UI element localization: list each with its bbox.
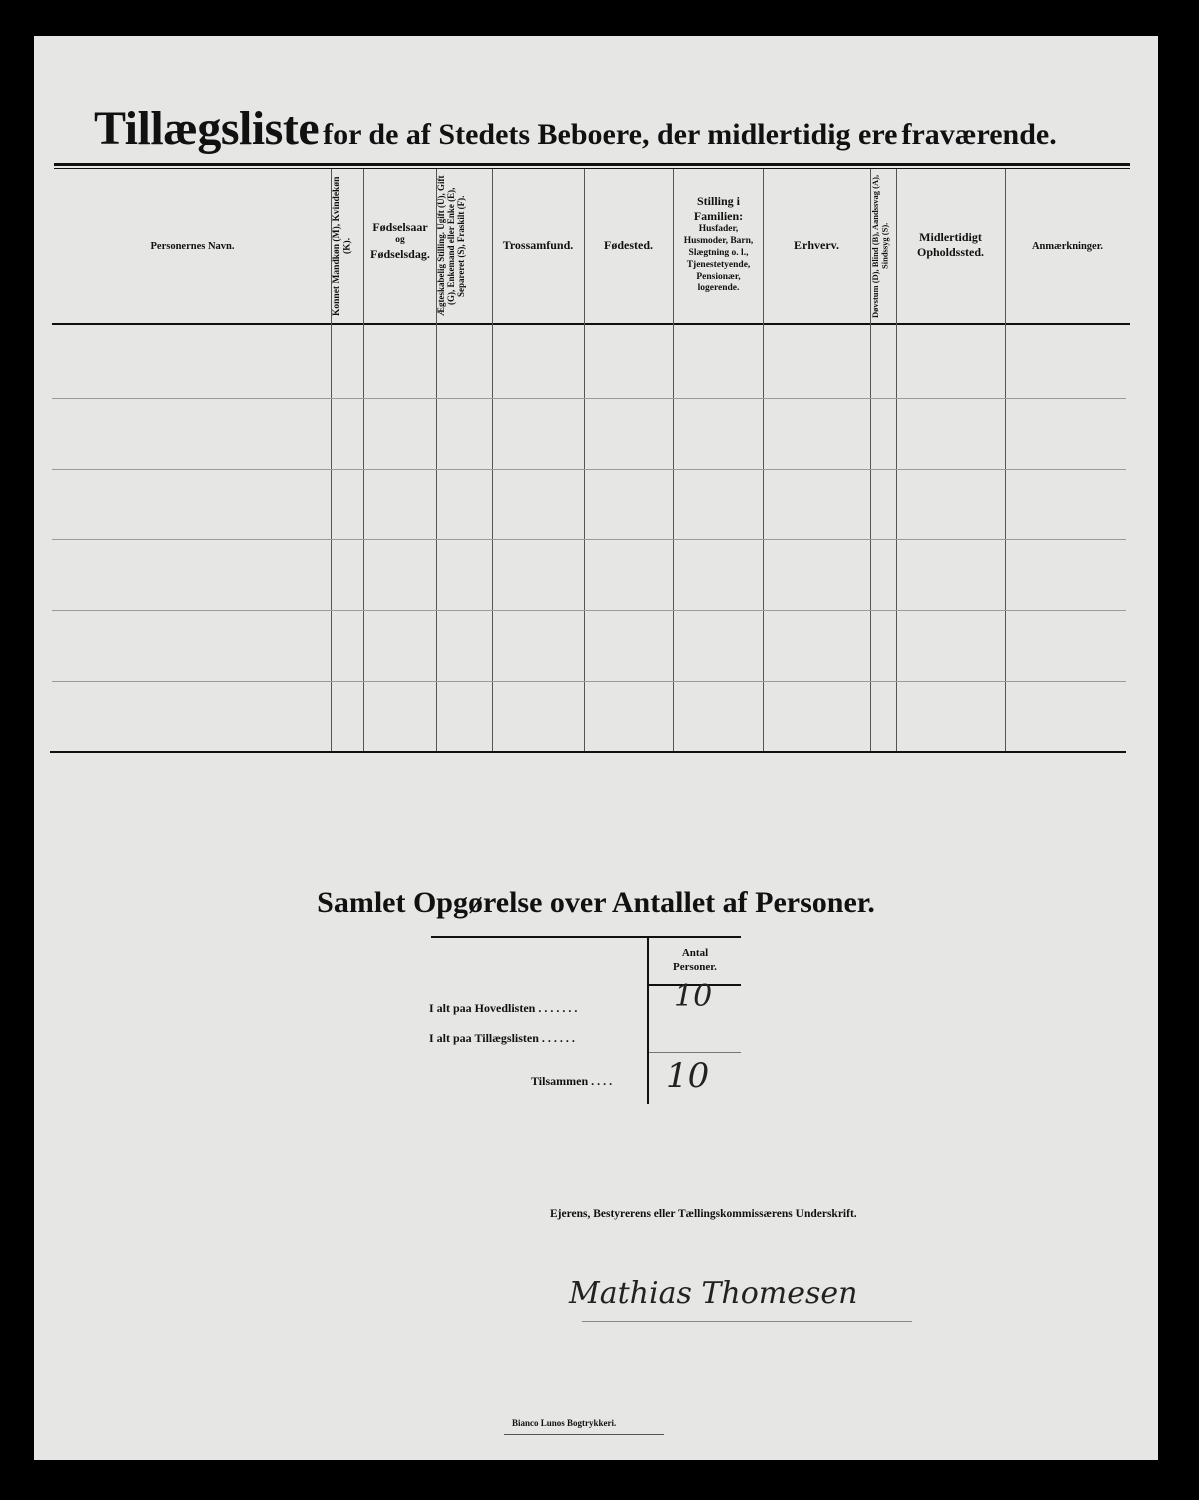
form-title-rest: for de af Stedets Beboere, der midlertidig ere — [323, 118, 898, 151]
header-bottom-rule — [52, 323, 1130, 325]
census-form-page — [34, 36, 1158, 1460]
printer-imprint: Bianco Lunos Bogtrykkeri. — [512, 1418, 617, 1428]
antal-header — [649, 946, 741, 975]
header-religion: Trossamfund. — [502, 238, 574, 252]
header-birth — [364, 220, 436, 262]
summary-title: Samlet Opgørelse over Antallet af Personer. — [317, 886, 875, 919]
signature-underline — [582, 1321, 912, 1322]
form-title-last: fraværende. — [901, 118, 1057, 151]
tilsammen-label: Tilsammen . . . . — [531, 1074, 613, 1088]
hovedlisten-value: 10 — [674, 979, 713, 1014]
header-names: Personernes Navn. — [150, 241, 235, 252]
table-row — [52, 398, 1126, 399]
column-divider — [584, 169, 585, 751]
tilsammen-value: 10 — [666, 1056, 710, 1096]
header-family-line2: Familien: — [693, 209, 744, 223]
antal-header-line1: Antal — [681, 947, 709, 959]
form-title — [94, 101, 1114, 156]
header-disability: Døvstum (D), Blind (B), Aandssvag (A), Sindssyg (S). — [870, 174, 890, 318]
column-divider — [1005, 169, 1006, 751]
header-temp-line2: Opholdssted. — [916, 245, 985, 259]
table-row — [52, 681, 1126, 682]
header-remarks: Anmærkninger. — [1031, 241, 1104, 252]
header-marital: Ægteskabelig Stilling. Ugift (U), Gift (G), Enkemand eller Enke (E), Separeret (S), Fraskilt (F). — [436, 175, 466, 317]
header-birth-line2: og — [395, 235, 405, 245]
header-occupation: Erhverv. — [794, 238, 839, 252]
printer-underline — [504, 1434, 664, 1435]
header-birthplace: Fødested. — [604, 238, 653, 252]
header-family-detail: Husfader, Husmoder, Barn, Slægtning o. l., Tjenestetyende, Pensionær, logerende. — [683, 224, 754, 294]
header-top-rule — [54, 163, 1130, 166]
form-title-main: Tillægsliste — [94, 102, 320, 155]
header-birth-line3: Fødselsdag. — [370, 246, 430, 261]
column-divider — [763, 169, 764, 751]
header-family-position — [674, 194, 763, 295]
signature-handwritten: Mathias Thomesen — [569, 1276, 858, 1311]
table-bottom-rule — [50, 751, 1126, 753]
header-birth-line1: Fødselsaar — [372, 220, 428, 234]
tillaegslisten-label: I alt paa Tillægslisten . . . . . . — [429, 1031, 575, 1045]
header-temp-line1: Midlertidigt — [919, 230, 982, 244]
antal-header-line2: Personer. — [673, 961, 717, 974]
column-divider — [492, 169, 493, 751]
table-row — [52, 539, 1126, 540]
header-top-rule-thin — [54, 168, 1130, 169]
header-family-line1: Stilling i — [696, 194, 740, 208]
hovedlisten-label: I alt paa Hovedlisten . . . . . . . — [429, 1001, 578, 1015]
header-gender: Konnet Mandkøn (M), Kvindekøn (K). — [332, 176, 353, 316]
table-row — [52, 610, 1126, 611]
header-temp-residence — [896, 230, 1005, 260]
summary-top-rule — [431, 936, 741, 938]
signature-caption: Ejerens, Bestyrerens eller Tællingskommissærens Underskrift. — [550, 1208, 857, 1220]
table-row — [52, 469, 1126, 470]
subtotal-rule — [649, 1052, 741, 1053]
